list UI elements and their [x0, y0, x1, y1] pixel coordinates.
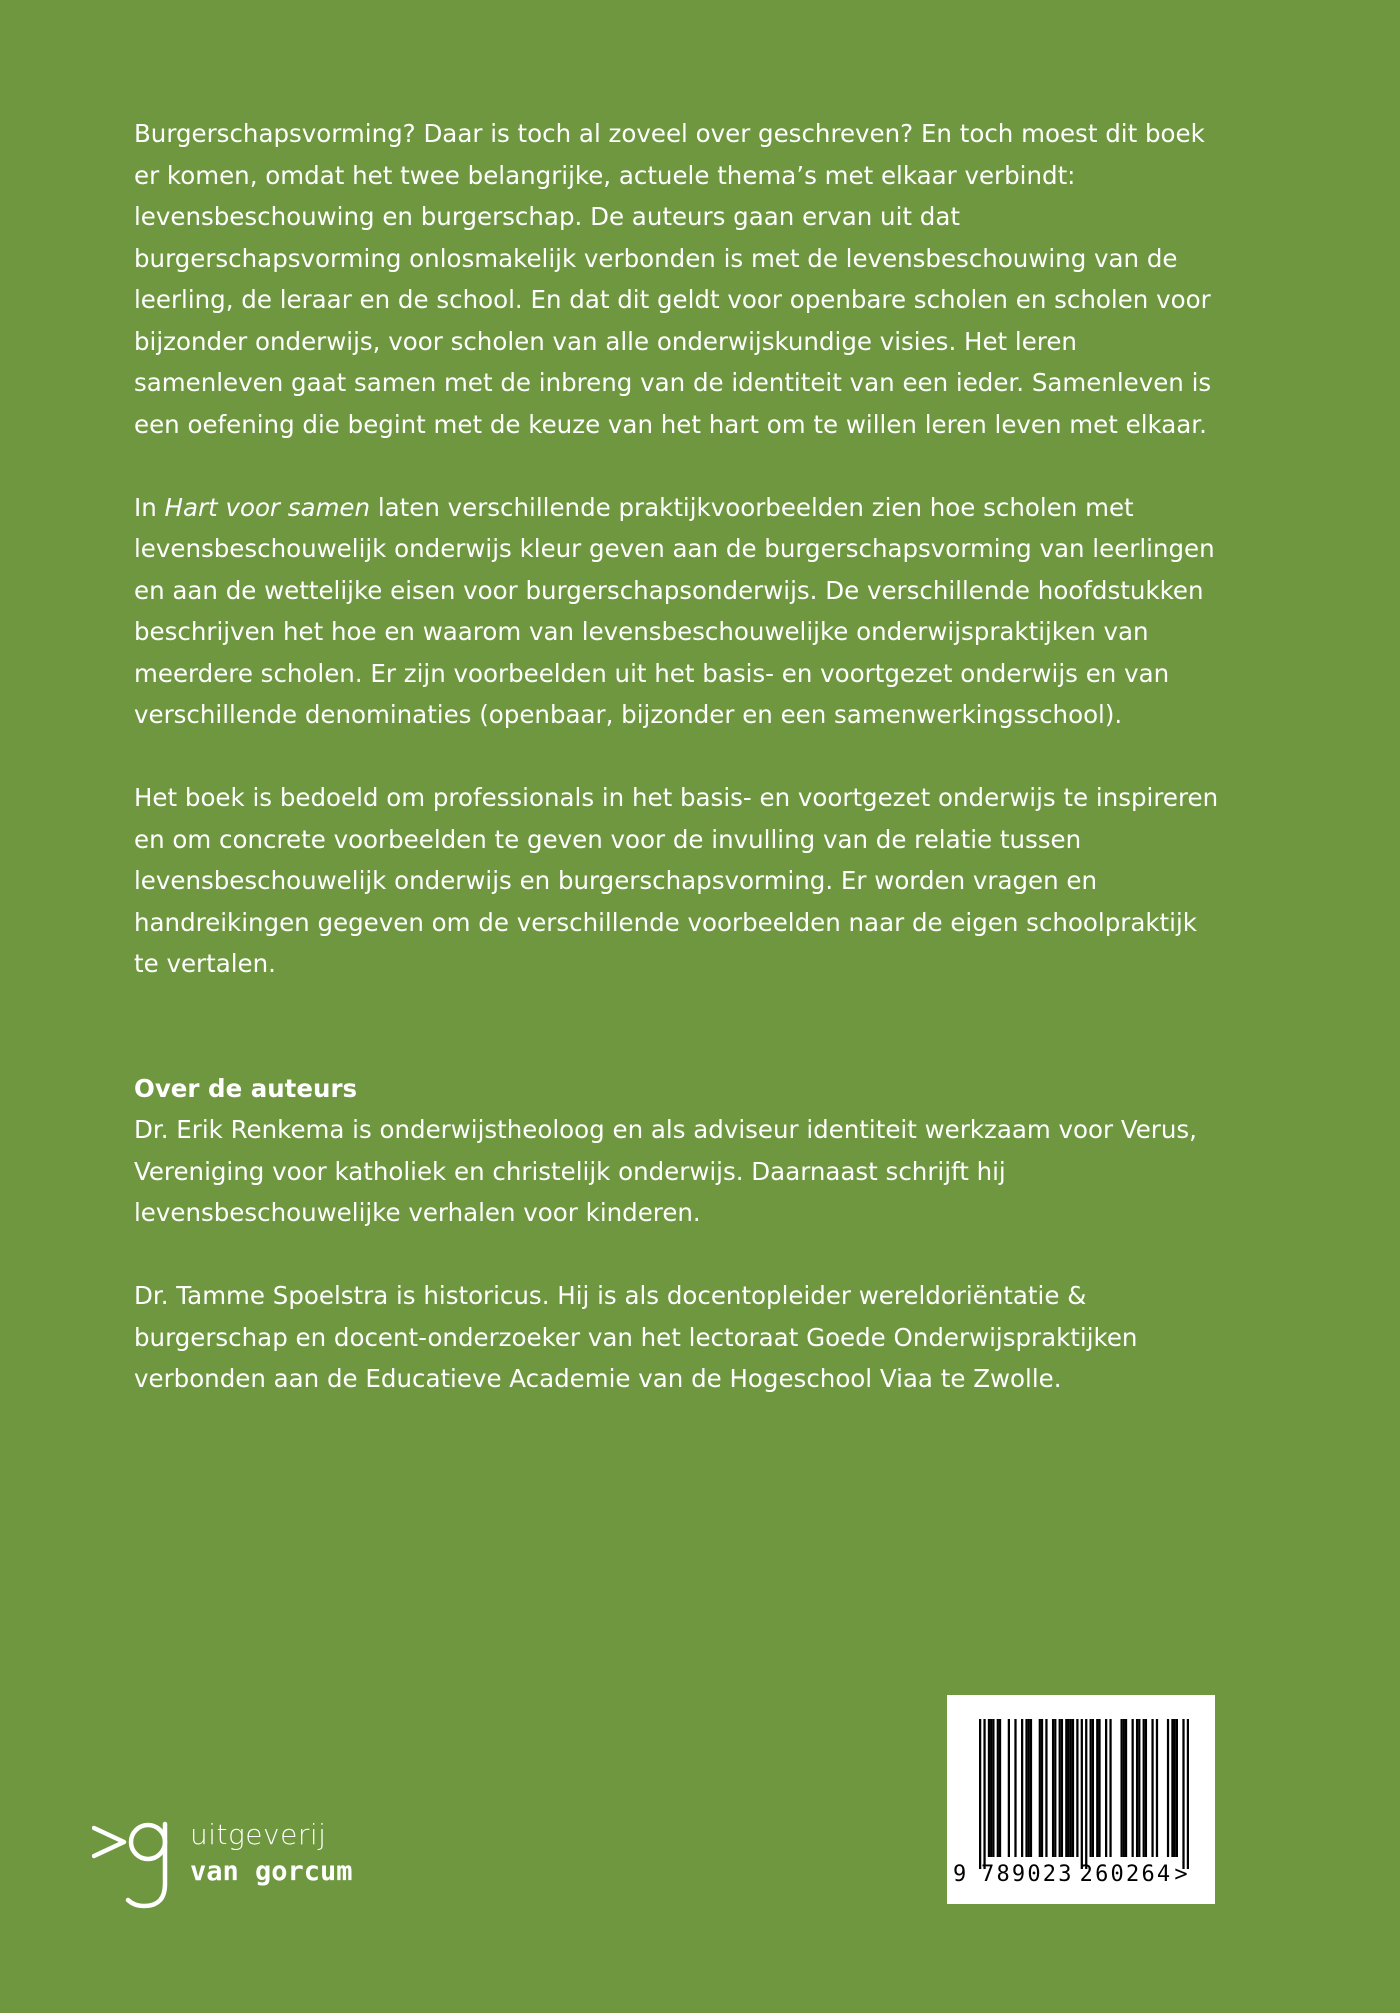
barcode-bar — [1028, 1719, 1030, 1857]
barcode-bar — [1182, 1719, 1184, 1869]
blurb-paragraph-2-body: laten verschillende praktijkvoorbeelden zien hoe scholen met levensbeschouwelijk onderwijs kleur geven aan de burgerschapsvorming van leerlingen en aan de wettelijke eisen voor burgerschapsonderwijs. De verschillende hoofdstukken beschrijven het hoe en waarom van levensbeschouwelijke onderwijspraktijken van meerdere scholen. Er zijn voorbeelden uit het basis- en voortgezet onderwijs en van verschillende denominaties (openbaar, bijzonder en een samenwerkingsschool). — [134, 492, 1215, 729]
barcode-bar — [1151, 1719, 1153, 1857]
barcode-bar — [1041, 1719, 1043, 1857]
publisher-name-line-1: uitgeverij — [190, 1818, 327, 1851]
barcode-bar — [1021, 1719, 1023, 1857]
barcode-bar — [992, 1719, 994, 1857]
barcode-bar — [1136, 1719, 1138, 1857]
barcode-bar — [999, 1719, 1001, 1857]
vg-logo-icon — [92, 1818, 188, 1910]
blurb-paragraph-1: Burgerschapsvorming? Daar is toch al zoveel over geschreven? En toch moest dit boek er komen, omdat het twee belangrijke, actuele thema’s met elkaar verbindt: levensbeschouwing en burgerschap. De auteurs gaan ervan uit dat burgerschapsvorming onlosmakelijk verbonden is met de levensbeschouwing van de leerling, de leraar en de school. En dat dit geldt voor openbare scholen en scholen voor bijzonder onderwijs, voor scholen van alle onderwijskundige visies. Het leren samenleven gaat samen met de inbreng van de identiteit van een ieder. Samenleven is een oefening die begint met de keuze van het hart om te willen leren leven met elkaar. — [134, 119, 1212, 439]
barcode-bar — [1030, 1719, 1032, 1857]
barcode-bar — [1167, 1719, 1169, 1857]
barcode-bar — [1176, 1719, 1178, 1857]
barcode-bar — [1109, 1719, 1111, 1857]
isbn-first-digit: 9 — [953, 1862, 967, 1887]
barcode-bar — [997, 1719, 999, 1857]
barcode-bar — [1174, 1719, 1176, 1857]
barcode-bar — [1072, 1719, 1074, 1857]
barcode-bar — [1138, 1719, 1140, 1857]
barcode-bar — [1090, 1719, 1092, 1857]
barcode-bar — [988, 1719, 990, 1857]
barcode-bar — [1045, 1719, 1047, 1857]
isbn-left-group: 789023 — [981, 1862, 1074, 1887]
barcode-bar — [1067, 1719, 1069, 1857]
book-title: Hart voor samen — [164, 492, 371, 522]
isbn-digits — [953, 1863, 1209, 1887]
barcode-bar — [1054, 1719, 1056, 1857]
barcode-bar — [1132, 1719, 1134, 1857]
barcode-bar — [1171, 1719, 1173, 1857]
barcode-bar — [1187, 1719, 1189, 1869]
barcode-bar — [1105, 1719, 1107, 1857]
barcode-bar — [1085, 1719, 1087, 1869]
barcode-bars — [979, 1719, 1189, 1869]
barcode-bar — [1008, 1719, 1010, 1857]
authors-heading: Over de auteurs — [134, 1073, 358, 1103]
barcode-bar — [979, 1719, 981, 1869]
barcode-bar — [1070, 1719, 1072, 1857]
barcode-bar — [1025, 1719, 1027, 1857]
back-cover-text — [134, 113, 1224, 1441]
isbn-end-marker: > — [1174, 1862, 1188, 1887]
barcode-bar — [1081, 1719, 1083, 1869]
publisher-name-line-2: van gorcum — [190, 1856, 353, 1887]
isbn-barcode — [947, 1695, 1215, 1904]
publisher-logo — [92, 1818, 362, 1910]
barcode-bar — [1092, 1719, 1094, 1857]
barcode-bar — [1052, 1719, 1054, 1857]
barcode-bar — [1059, 1719, 1061, 1857]
barcode-bar — [990, 1719, 992, 1857]
barcode-bar — [1039, 1719, 1041, 1857]
barcode-bar — [1143, 1719, 1145, 1857]
barcode-bar — [1076, 1719, 1078, 1857]
blurb-paragraph-3: Het boek is bedoeld om professionals in het basis- en voortgezet onderwijs te inspireren en om concrete voorbeelden te geven voor de invulling van de relatie tussen levensbeschouwelijk onderwijs en burgerschapsvorming. Er worden vragen en handreikingen gegeven om de verschillende voorbeelden naar de eigen schoolpraktijk te vertalen. — [134, 783, 1219, 978]
isbn-right-group: 260264 — [1079, 1862, 1173, 1887]
barcode-bar — [1014, 1719, 1016, 1857]
barcode-bar — [1120, 1719, 1122, 1857]
blurb-paragraph-2-prefix: In — [134, 492, 165, 522]
barcode-bar — [1123, 1719, 1125, 1857]
author-2-bio: Dr. Tamme Spoelstra is historicus. Hij is als docentopleider wereldoriëntatie & burgerschap en docent-onderzoeker van het lectoraat Goede Onderwijspraktijken verbonden aan de Educatieve Academie van de Hogeschool Viaa te Zwolle. — [134, 1281, 1138, 1393]
barcode-bar — [1098, 1719, 1100, 1857]
blurb-paragraph-2 — [134, 487, 1224, 736]
barcode-bar — [1061, 1719, 1063, 1857]
barcode-bar — [1065, 1719, 1067, 1857]
barcode-bar — [1145, 1719, 1147, 1857]
barcode-bar — [1125, 1719, 1127, 1857]
author-1-bio: Dr. Erik Renkema is onderwijstheoloog en als adviseur identiteit werkzaam voor Verus, Vereniging voor katholiek en christelijk onderwijs. Daarnaast schrijft hij levensbeschouwelijke verhalen voor kinderen. — [134, 1115, 1197, 1227]
barcode-bar — [1156, 1719, 1158, 1857]
barcode-bar — [983, 1719, 985, 1869]
barcode-bar — [1096, 1719, 1098, 1857]
